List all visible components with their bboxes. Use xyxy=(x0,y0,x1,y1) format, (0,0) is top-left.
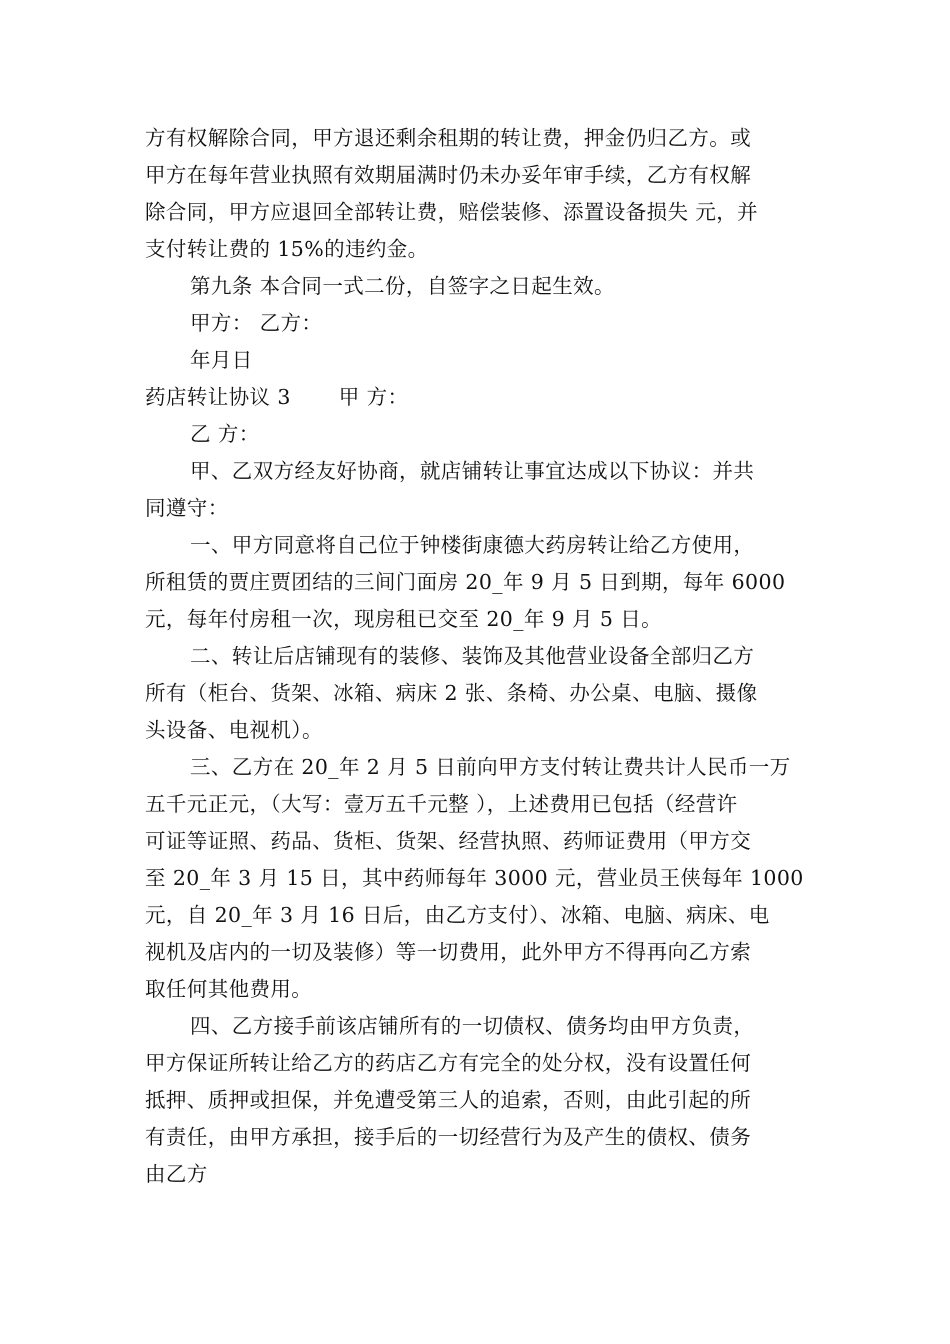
clause-3: 三、乙方在 20_年 2 月 5 日前向甲方支付转让费共计人民币一万 五千元正元，（大写：壹万五千元整 ），上述费用已包括（经营许 可证等证照、药品、货柜、货架、经营执照、药师证费用（甲方交 至 20_年 3 月 15 日，其中药师每年 3000 元，营业员王侠每年 1000 元，自 20_年 3 月 16 日后，由乙方支付）、冰箱、电脑、病床、电 视机及店内的一切及装修）等一切费用，此外甲方不得再向乙方索 取任何其他费用。 xyxy=(145,755,804,1001)
agreement-title-row xyxy=(145,379,807,416)
party-a-label: 甲 方： xyxy=(338,385,409,409)
agreement-title: 药店转让协议 3 xyxy=(145,385,291,409)
date-line: 年月日 xyxy=(190,348,253,372)
clause-2: 二、转让后店铺现有的装修、装饰及其他营业设备全部归乙方 所有（柜台、货架、冰箱、病床 2 张、条椅、办公桌、电脑、摄像 头设备、电视机）。 xyxy=(145,644,758,742)
article-nine: 第九条 本合同一式二份，自签字之日起生效。 xyxy=(190,274,615,298)
party-b-label: 乙 方： xyxy=(190,422,260,446)
intro-paragraph: 甲、乙双方经友好协商，就店铺转让事宜达成以下协议：并共 同遵守： xyxy=(145,459,755,520)
signature-line: 甲方： 乙方： xyxy=(190,311,323,335)
paragraph-continuation: 方有权解除合同，甲方退还剩余租期的转让费，押金仍归乙方。或 甲方在每年营业执照有效期届满时仍未办妥年审手续，乙方有权解 除合同，甲方应退回全部转让费，赔偿装修、添置设备损失 元，并 支付转让费的 15%的违约金。 xyxy=(145,126,759,261)
clause-4: 四、乙方接手前该店铺所有的一切债权、债务均由甲方负责， 甲方保证所转让给乙方的药店乙方有完全的处分权，没有设置任何 抵押、质押或担保，并免遭受第三人的追索，否则，由此引起的所 有责任，由甲方承担，接手后的一切经营行为及产生的债权、债务 由乙方 xyxy=(145,1014,755,1186)
clause-1: 一、甲方同意将自己位于钟楼街康德大药房转让给乙方使用， 所租赁的贾庄贾团结的三间门面房 20_年 9 月 5 日到期，每年 6000 元，每年付房租一次，现房租已交至 20_年 9 月 5 日。 xyxy=(145,533,786,631)
